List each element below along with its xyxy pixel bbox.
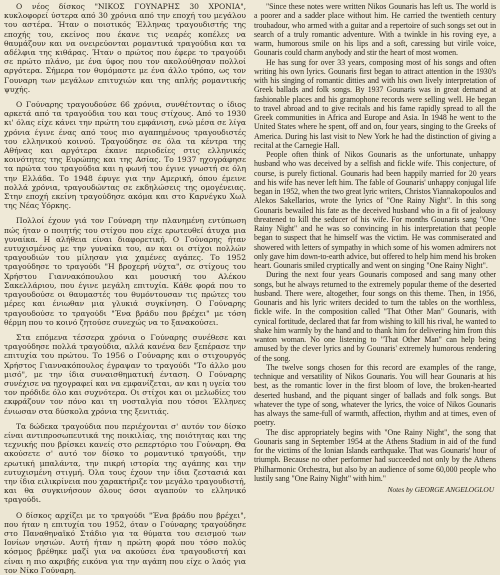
english-paragraph: He has sung for over 33 years, composing most of his songs and often writing his own lyrics. Gounaris first began to attract attention in the 1930's with his singing of romantic ditties and with his own lively interpretation of Greek ballads and folk songs. By 1937 Gounaris was in great demand at fashionable places and his gramophone records were selling well. He began to travel abroad and to give recitals and his fame rapidly spread to all the Greek communities in Africa and Europe and Asia. In 1948 he went to the United States where he spent, off and on, four years, singing to the Greeks of America. During his last visit to New York he had the distinction of giving a recital at the Carnegie Hall. — [254, 57, 496, 150]
english-paragraph: During the next four years Gounaris composed and sang many other songs, but he always returned to the extremely popular theme of the deserted husband. There were, altogether, four songs on this theme. Then, in 1956, Gounaris and his lyric writers decided to turn the tables on the worthless, fickle wife. In the composition called "That Other Man" Gounaris, with cynical fortitude, declared that far from wishing to kill his rival, he wanted to shake him warmly by the hand and to thank him for delivering him from this wanton woman. No one listening to "That Other Man" can help being amused by the clever lyrics and by Gounaris' extremely humorous rendering of the song. — [254, 270, 496, 363]
english-paragraph: People often think of Nikos Gounaris as the unfortunate, unhappy husband who was deceived by a selfish and fickle wife. This conjecture, of course, is purely fictional. Gounaris had been happily married for 20 years and his wife has never left him. The fable of Gounaris' unhappy conjugal life began in 1952, when the two great lyric writers, Christos Yiannakopoulos and Alekos Sakellarios, wrote the lyrics of "One Rainy Night". In this song Gounaris bewailed his fate as the deceived husband who in a fit of jealousy threatened to kill the seducer of his wife. For months Gounaris sang "One Rainy Night" and he was so convincing in his interpretation that people began to suspect that he himself was the victim. He was commiserated and showered with letters of sympathy in which some of his women admirers not only gave him down-to-earth advice, but offered to help him mend his broken heart. Gounaris smiled cryptically and went on singing "One Rainy Night". — [254, 150, 497, 270]
greek-paragraph: Ο Γούναρης τραγουδούσε 66 χρόνια, συνθέτοντας ο ίδιος αρκετά από τα τραγούδια του και τους στίχους. Από το 1930 κι' όλας είχε κάνει την πρώτη του εμφάνιση, ενώ μέσα σε λίγα χρόνια έγινε ένας από τους πιο αγαπημένους τραγουδιστές του ελληνικού κοινού. Τραγούδησε σε όλα τα κέντρα της Αθήνας και αργότερα έκανε περιοδείες στις ελληνικές κοινότητες της Ευρώπης και της Ασίας. Το 1937 ηχογράφησε τα πρώτα του τραγούδια και η φωνή του έγινε γνωστή σε όλη την Ελλάδα. Το 1948 έφυγε για την Αμερική, όπου έμεινε πολλά χρόνια, τραγουδώντας σε εκδηλώσεις της ομογένειας. Στην εποχή εκείνη τραγούδησε ακόμα και στο Καρνέγκυ Χωλ της Νέας Υόρκης. — [4, 100, 246, 211]
notes-credit: Notes by GEORGE ANGELOGLOU — [387, 485, 494, 494]
greek-paragraph: Ο νέος δίσκος "ΝΙΚΟΣ ΓΟΥΝΑΡΗΣ 30 ΧΡΟΝΙΑ", κυκλοφορεί ύστερα από 30 χρόνια από την εποχή του μεγάλου του αστέρα. Ήταν ο ποιοτικός Έλληνας τραγουδιστής της εποχής του, εκείνος που έκανε τις νεαρές κοπέλες να θαυμάζουν και να ονειρεύονται ρομαντικά τραγούδια και τα αδέλφια της κιθάρας. Ήταν ο πρώτος που έφερε το τραγούδι σε πρώτο πλάνο, με ένα ύφος που τον ακολούθησαν πολλοί αργότερα. Σήμερα τον θυμόμαστε με ένα άλλο τρόπο, ως τον Γουναρη των μεγάλων επιτυχιών και της απλής ρομαντικής ψυχής. — [4, 2, 246, 94]
english-paragraph: "Since these notes were written Nikos Gounaris has left us. The world is a poorer and a sadder place without him. He carried the twentieth century troubadour, who armed with a guitar and a repertoire of such songs set out in search of a truly romantic adventure. With a twinkle in his roving eye, a warm, humorous smile on his lips and a soft, caressing but virile voice, Gounaris could charm anybody and stir the heart of most women. — [254, 2, 496, 58]
liner-notes — [4, 2, 497, 575]
greek-paragraph: Στα επόμενα τέσσερα χρόνια ο Γούναρης συνέθεσε και τραγούδησε πολλά τραγούδια, αλλά κανένα δεν ξεπέρασε την επιτυχία του πρώτου. Το 1956 ο Γούναρης και ο στιχουργός Χρήστος Γιαννακόπουλος έγραψαν το τραγούδι "Το άλλο μου μισό", με την ίδια συναισθηματική ένταση. Ο Γούναρης συνέχισε να ηχογραφεί και να εμφανίζεται, αν και η υγεία του τον πρόδιδε όλο και συχνότερα. Οι στίχοι και οι μελωδίες του εκφράζουν τον πόνο και τη νοσταλγία που τόσοι Έλληνες ένιωσαν στα δύσκολα χρόνια της ξενιτιάς. — [4, 332, 246, 416]
english-paragraph: The disc appropriately begins with "One Rainy Night", the song that Gounaris sang in September 1954 at the Athens Stadium in aid of the fund for the victims of the Ionian Islands earthquake. That was Gounaris' hour of triumph. Because no other performer had succeeded not only by the Athens Philharmonic Orchestra, but also by an audience of some 60,000 people who lustily sang "One Rainy Night" with him." — [254, 427, 496, 483]
greek-paragraph: Ο δίσκος αρχίζει με το τραγούδι "Ένα βράδυ που βρέχει", που ήταν η επιτυχία του 1952, όταν ο Γούναρης τραγούδησε στο Παναθηναϊκό Στάδιο για τα θύματα του σεισμού των Ιονίων νησιών. Αυτή ήταν η πρώτη φορά που τόσο πολύς κόσμος βρέθηκε μαζί για να ακούσει ένα τραγουδιστή και είναι η πιο ακριβής εικόνα για την αγάπη που είχε ο λαός για τον Νίκο Γούναρη. — [4, 510, 246, 575]
greek-liner-notes — [4, 2, 246, 575]
greek-paragraph: Πολλοί έχουν γιά τον Γούναρη την πλανημένη εντύπωση πώς ήταν ο ποιητής του στίχου που είχε ερωτευθεί άτυχα μια γυναίκα. Η αλήθεια είναι διαφορετική. Ο Γούναρης ήταν ευτυχισμένος με την γυναίκα του, αν και οι στίχοι πολλών τραγουδιών του μίλησαν για χαμένες αγάπες. Το 1952 τραγούδησε το τραγούδι "Η βροχερή νύχτα", σε στίχους του Χρήστου Γιαννακόπουλου και μουσική του Αλέκου Σακελλάριου, που έγινε μεγάλη επιτυχία. Κάθε φορά που το τραγουδούσε οι θαυμαστές του θυμόντουσαν τις πρώτες του μέρες και ένιωθαν μια γλυκιά συγκίνηση. Ο Γούναρης τραγουδούσε το τραγούδι "Ένα βράδυ που βρέχει" με τόση θέρμη που το κοινό ζητούσε συνεχώς να το ξανακούσει. — [4, 216, 246, 327]
greek-paragraph: Τα δώδεκα τραγούδια που περιέχονται σ' αυτόν τον δίσκο είναι αντιπροσωπευτικά της ποικιλίας, της ποιότητας και της τεχνικής που βρίσκει κανείς στο ρεπερτόριο του Γούναρη. Θα ακούσετε σ' αυτό τον δίσκο το ρομαντικό τραγούδι, την ερωτική μπαλάντα, την πικρή ιστορία της αγάπης και την ευτυχισμένη στιγμή. Όλα τους έχουν την ίδια ζεστασιά και την ίδια ειλικρίνεια που χαρακτήριζε τον μεγάλο τραγουδιστή, και θα συγκινήσουν όλους όσοι αγαπούν το ελληνικό τραγούδι. — [4, 421, 246, 505]
english-liner-notes — [254, 2, 496, 498]
english-paragraph: The twelve songs chosen for this record are examples of the range, technique and versatility of Nikos Gounaris. You will hear Gounaris at his best, as the romantic lover in the first bloom of love, the broken-hearted deserted husband, and the piquant singer of ballads and folk songs. But whatever the type of song, whatever the lyrics, the voice of Nikos Gounaris has always the same-full of warmth, affection, rhythm and at times, even of poetry. — [254, 362, 496, 428]
